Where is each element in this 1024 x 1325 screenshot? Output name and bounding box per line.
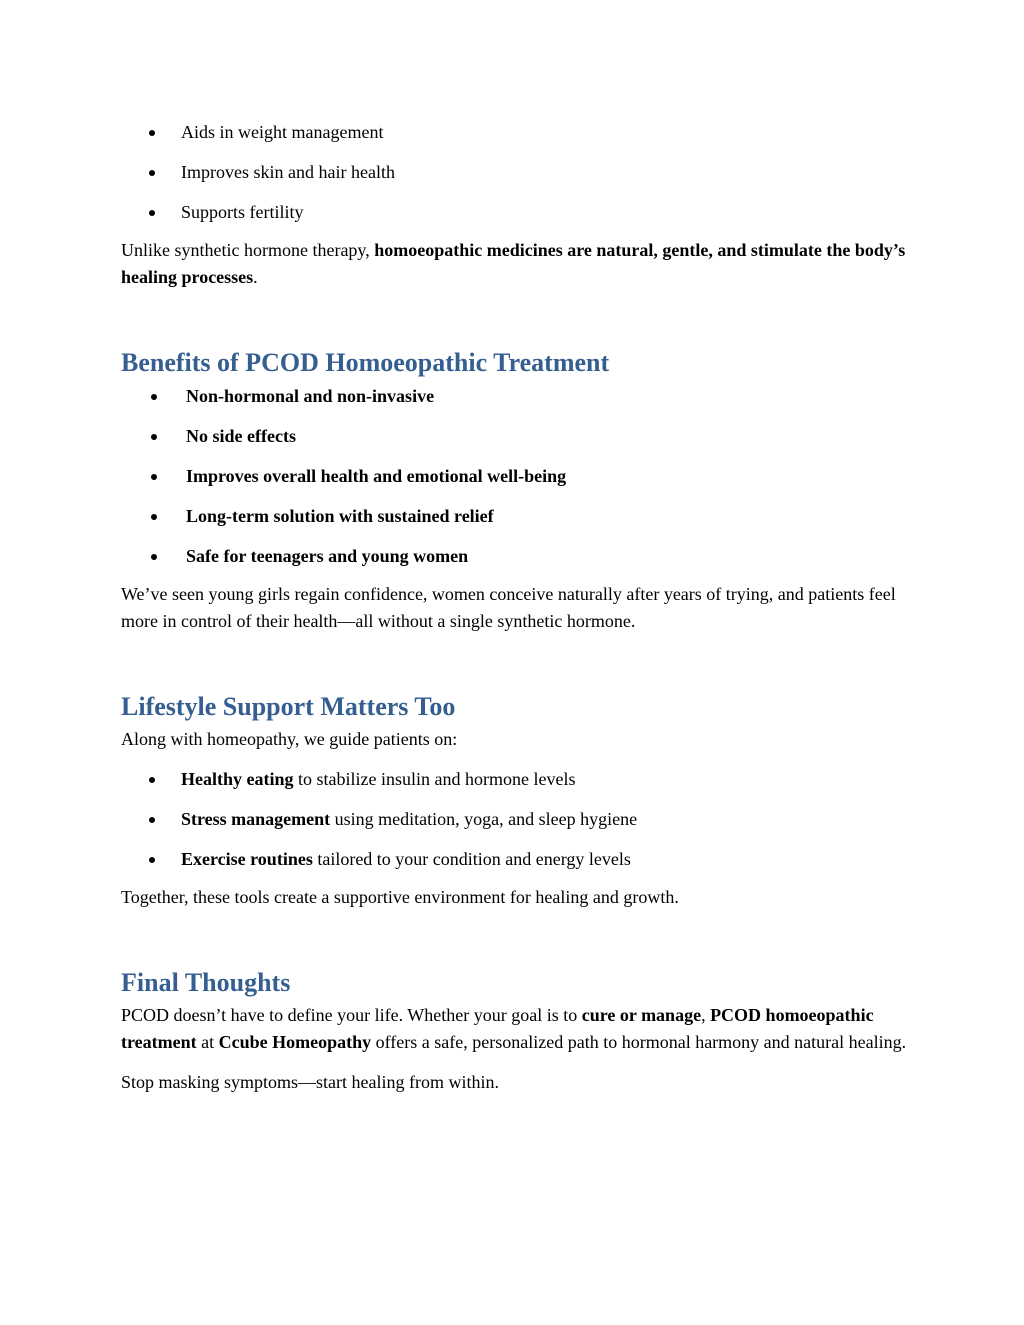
bullet-icon [151,394,157,400]
bullet-icon [149,857,155,863]
list-item: Aids in weight management [121,119,921,145]
list-item: Non-hormonal and non-invasive [121,383,921,409]
list-item: Exercise routines tailored to your condition and energy levels [121,846,921,872]
bullet-icon [149,777,155,783]
list-item: Safe for teenagers and young women [121,543,921,569]
bullet-icon [149,170,155,176]
bullet-icon [151,474,157,480]
benefits-heading: Benefits of PCOD Homoeopathic Treatment [121,348,610,377]
list-item: Improves skin and hair health [121,159,921,185]
bullet-icon [151,514,157,520]
list-item: Supports fertility [121,199,921,225]
bullet-icon [149,210,155,216]
list-item: Improves overall health and emotional well-being [121,463,921,489]
list-item: Long-term solution with sustained relief [121,503,921,529]
lifestyle-list [121,766,921,872]
lifestyle-heading: Lifestyle Support Matters Too [121,692,456,721]
list-item: Healthy eating to stabilize insulin and hormone levels [121,766,921,792]
benefits-list [121,383,921,569]
lifestyle-intro: Along with homeopathy, we guide patients on: [121,729,458,749]
intro-benefit-list [121,119,921,225]
bullet-icon [151,434,157,440]
final-heading: Final Thoughts [121,968,291,997]
list-item: Stress management using meditation, yoga, and sleep hygiene [121,806,921,832]
bullet-icon [151,554,157,560]
benefits-paragraph: We’ve seen young girls regain confidence, women conceive naturally after years of trying, and patients feel more in control of their health—all without a single synthetic hormone. [121,584,896,631]
lifestyle-paragraph: Together, these tools create a supportive environment for healing and growth. [121,887,679,907]
final-paragraph: PCOD doesn’t have to define your life. Whether your goal is to cure or manage, PCOD homoeopathic treatment at Ccube Homeopathy offers a safe, personalized path to hormonal harmony and natural healing. [121,1005,907,1052]
intro-paragraph: Unlike synthetic hormone therapy, homoeopathic medicines are natural, gentle, and stimulate the body’s healing processes. [121,240,906,287]
bullet-icon [149,130,155,136]
closing-line: Stop masking symptoms—start healing from within. [121,1072,499,1092]
bullet-icon [149,817,155,823]
list-item: No side effects [121,423,921,449]
document-page [121,119,921,1096]
